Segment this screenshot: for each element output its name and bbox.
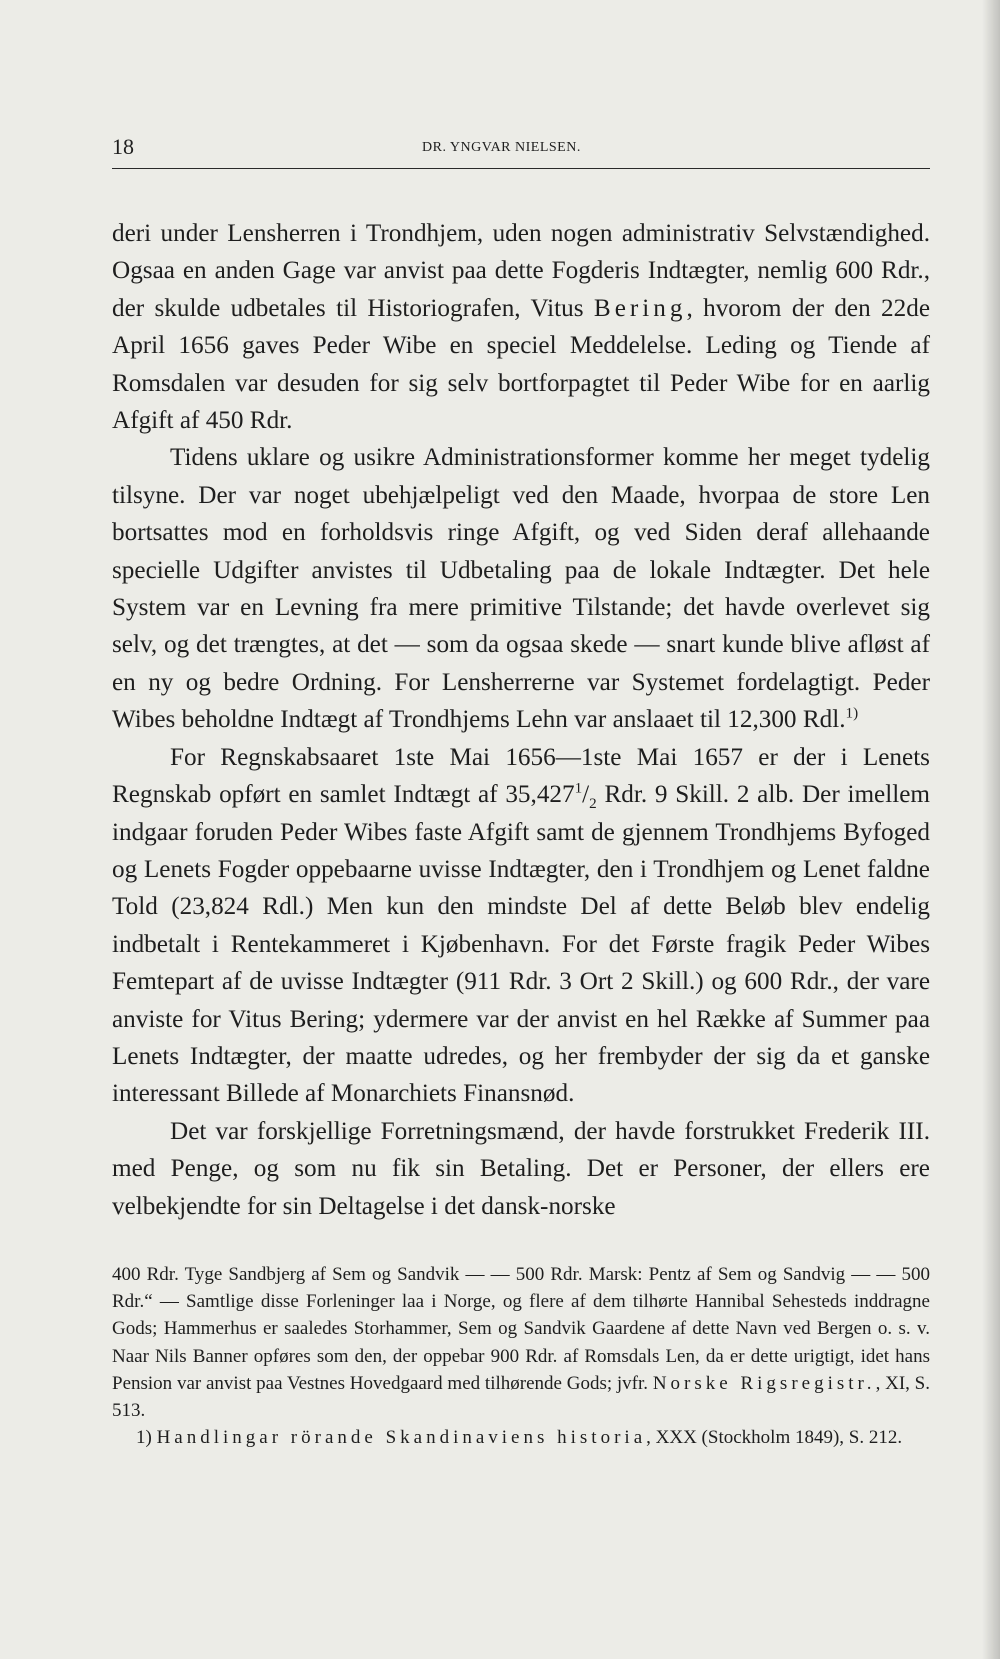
fraction-numerator: 1 bbox=[574, 780, 583, 797]
paragraph-1-text-b: , hvorom der den 22de April 1656 gaves Peder Wibe en speciel Meddelelse. Leding og Tiende af Romsdalen var desuden for sig selv bortforpagtet til Peder Wibe for en aarlig Afgift af 450 Rdr. bbox=[112, 294, 930, 435]
paragraph-4-text: Det var forskjellige Forretningsmænd, der havde forstrukket Frederik III. med Penge, og som nu fik sin Betaling. Det er Personer, der ellers ere velbekjendte for sin Deltagelse i det dansk-norske bbox=[112, 1117, 930, 1220]
fraction-slash: / bbox=[582, 781, 590, 809]
footnote-1-spaced-title: Handlingar rörande Skandinaviens historia bbox=[156, 1427, 647, 1449]
paragraph-1-spaced-name: Bering bbox=[593, 294, 687, 322]
paragraph-1 bbox=[112, 215, 930, 439]
running-head bbox=[112, 128, 930, 169]
paragraph-3-text-b: Rdr. 9 Skill. 2 alb. Der imellem indgaar foruden Peder Wibes faste Afgift samt de gjennem Trondhjems Byfoged og Lenets Fogder oppebaarne uvisse Indtægter, den i Trondhjem og Lenet faldne Told (23,824 Rdl.) Men kun den mindste Del af dette Beløb blev endelig indbetalt i Rentekammeret i Kjøbenhavn. For det Første fragik Peder Wibes Femtepart af de uvisse Indtægter (911 Rdr. 3 Ort 2 Skill.) og 600 Rdr., der vare anviste for Vitus Bering; ydermere var der anvist en hel Række af Summer paa Lenets Indtægter, der maatte udredes, og her frembyder der sig da et ganske interessant Billede af Monarchiets Finansnød. bbox=[112, 781, 930, 1108]
footnote-continuation-end: , XI, S. 513. bbox=[112, 1372, 930, 1421]
paragraph-2-text: Tidens uklare og usikre Administrationsformer komme her meget tydelig tilsyne. Der var noget ubehjælpeligt ved den Maade, hvorpaa de store Len bortsattes mod en forholdsvis ringe Afgift, og ved Siden deraf allehaande specielle Udgifter anvistes til Udbetaling paa de lokale Indtægter. Det hele System var en Levning fra mere primitive Tilstande; det havde overlevet sig selv, og det trængtes, at det — som da ogsaa skede — snart kunde blive afløst af en ny og bedre Ordning. For Lensherrerne var Systemet fordelagtigt. Peder Wibes beholdne Indtægt af Trondhjems Lehn var anslaaet til 12,300 Rdl. bbox=[112, 444, 930, 734]
paragraph-3-text-a: For Regnskabsaaret 1ste Mai 1656—1ste Mai 1657 er der i Lenets Regnskab opført en samlet Indtægt af 35,427 bbox=[112, 743, 930, 809]
running-title: DR. YNGVAR NIELSEN. bbox=[422, 140, 581, 155]
paragraph-3 bbox=[112, 739, 930, 1113]
fraction-denominator: 2 bbox=[589, 796, 597, 813]
footnote-1-marker: 1) bbox=[136, 1427, 152, 1449]
footnote-continuation bbox=[112, 1261, 930, 1424]
footnote-reference: 1) bbox=[845, 705, 859, 722]
footnote-continuation-spaced-title: Norske Rigsregistr. bbox=[652, 1372, 876, 1394]
scan-edge-shadow bbox=[982, 0, 1000, 1659]
body-text bbox=[112, 215, 930, 1225]
paragraph-1-text-a: deri under Lensherren i Trondhjem, uden nogen administrativ Selvstændighed. Ogsaa en anden Gage var anvist paa dette Fogderis Indtægter, nemlig 600 Rdr., der skulde udbetales til Historiografen, Vitus bbox=[112, 220, 930, 322]
footnotes bbox=[112, 1261, 930, 1451]
paragraph-4 bbox=[112, 1113, 930, 1225]
footnote-1 bbox=[112, 1424, 930, 1451]
book-page bbox=[112, 128, 930, 1451]
footnote-1-text: , XXX (Stockholm 1849), S. 212. bbox=[646, 1427, 903, 1449]
page-number: 18 bbox=[112, 134, 134, 159]
paragraph-2 bbox=[112, 439, 930, 738]
footnote-continuation-text: 400 Rdr. Tyge Sandbjerg af Sem og Sandvik — — 500 Rdr. Marsk: Pentz af Sem og Sandvig — — 500 Rdr.“ — Samtlige disse Forleninger laa i Norge, og flere af dem tilhørte Hannibal Sehesteds inddragne Gods; Hammerhus er saaledes Storhammer, Sem og Sandvik Gaardene af dette Navn ved Bergen o. s. v. Naar Nils Banner opføres som den, der oppebar 900 Rdr. af Romsdals Len, da er dette urigtigt, idet hans Pension var anvist paa Vestnes Hovedgaard med tilhørende Gods; jvfr. bbox=[112, 1263, 930, 1394]
